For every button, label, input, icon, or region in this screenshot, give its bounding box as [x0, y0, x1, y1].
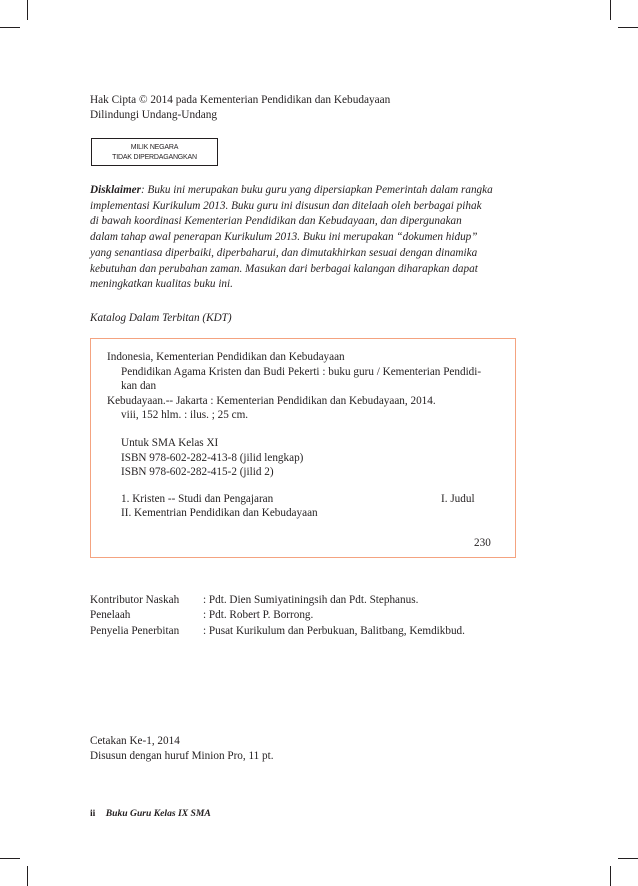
kdt-title-entry: I. Judul: [441, 493, 475, 505]
credits-list: [90, 593, 465, 639]
kdt-physical: viii, 152 hlm. : ilus. ; 25 cm.: [121, 409, 249, 421]
disclaimer-text: kebutuhan dan perubahan zaman. Masukan dari berbagai kalangan diharapkan dapat: [90, 262, 478, 275]
kdt-subject-2: II. Kementrian Pendidikan dan Kebudayaan: [121, 507, 318, 519]
credit-label: Penelaah: [90, 609, 131, 622]
kdt-isbn-full: ISBN 978-602-282-413-8 (jilid lengkap): [121, 452, 304, 464]
kdt-book-title-cont: kan dan: [121, 380, 157, 392]
kdt-catalog-box: [90, 338, 516, 558]
crop-mark: [610, 866, 611, 886]
crop-mark: [0, 858, 20, 859]
disclaimer-text: dalam tahap awal penerapan Kurikulum 2013. Buku ini merupakan “dokumen hidup”: [90, 231, 478, 244]
credit-value: : Pdt. Robert P. Borrong.: [203, 609, 314, 622]
kdt-publisher: Kebudayaan.-- Jakarta : Kementerian Pendidikan dan Kebudayaan, 2014.: [107, 395, 436, 407]
crop-mark: [27, 0, 28, 20]
edition-line: Cetakan Ke-1, 2014: [90, 735, 180, 747]
font-note-line: Disusun dengan huruf Minion Pro, 11 pt.: [90, 750, 274, 763]
running-title: Buku Guru Kelas IX SMA: [105, 808, 211, 819]
disclaimer-text: yang senantiasa diperbaiki, diperbaharui, dan dimutakhirkan sesuai dengan dinamika: [90, 246, 478, 259]
disclaimer-text: di bawah koordinasi Kementerian Pendidikan dan Kebudayaan, dan dipergunakan: [90, 215, 462, 228]
disclaimer-text: meningkatkan kualitas buku ini.: [90, 278, 233, 291]
kdt-isbn-vol: ISBN 978-602-282-415-2 (jilid 2): [121, 466, 274, 478]
disclaimer-label: Disklaimer: [90, 184, 141, 196]
credit-value: : Pusat Kurikulum dan Perbukuan, Balitbang, Kemdikbud.: [203, 624, 465, 637]
kdt-author: Indonesia, Kementerian Pendidikan dan Kebudayaan: [107, 351, 345, 363]
crop-mark: [618, 858, 638, 859]
printing-info: [90, 734, 274, 765]
crop-mark: [27, 866, 28, 886]
disclaimer-text: : Buku ini merupakan buku guru yang dipersiapkan Pemerintah dalam rangka: [140, 184, 493, 196]
credit-value: : Pdt. Dien Sumiyatiningsih dan Pdt. Stephanus.: [203, 594, 419, 606]
kdt-subject: 1. Kristen -- Studi dan Pengajaran: [121, 493, 274, 505]
kdt-book-title: Pendidikan Agama Kristen dan Budi Pekerti : buku guru / Kementerian Pendidi-: [121, 366, 482, 378]
kdt-title: Katalog Dalam Terbitan (KDT): [90, 312, 232, 324]
credit-row: [90, 593, 419, 608]
protection-line: Dilindungi Undang-Undang: [90, 108, 218, 121]
credit-label: Penyelia Penerbitan: [90, 624, 180, 637]
stamp-line: MILIK NEGARA: [130, 144, 179, 151]
credit-row: [90, 608, 314, 623]
copyright-line: Hak Cipta © 2014 pada Kementerian Pendidikan dan Kebudayaan: [90, 94, 391, 106]
disclaimer-text: implementasi Kurikulum 2013. Buku guru ini disusun dan ditelaah oleh berbagai pihak: [90, 199, 482, 212]
crop-mark: [610, 0, 611, 20]
copyright-notice: [90, 93, 390, 122]
state-property-stamp: [91, 138, 218, 166]
stamp-line: TIDAK DIPERDAGANGKAN: [112, 154, 197, 161]
kdt-class-number: 230: [474, 537, 491, 549]
page-footer: [90, 808, 211, 819]
credit-label: Kontributor Naskah: [90, 594, 180, 606]
credit-row: [90, 624, 465, 639]
page-number: ii: [90, 808, 96, 819]
kdt-audience: Untuk SMA Kelas XI: [121, 437, 219, 449]
disclaimer-paragraph: [90, 183, 516, 293]
crop-mark: [618, 27, 638, 28]
crop-mark: [0, 27, 20, 28]
